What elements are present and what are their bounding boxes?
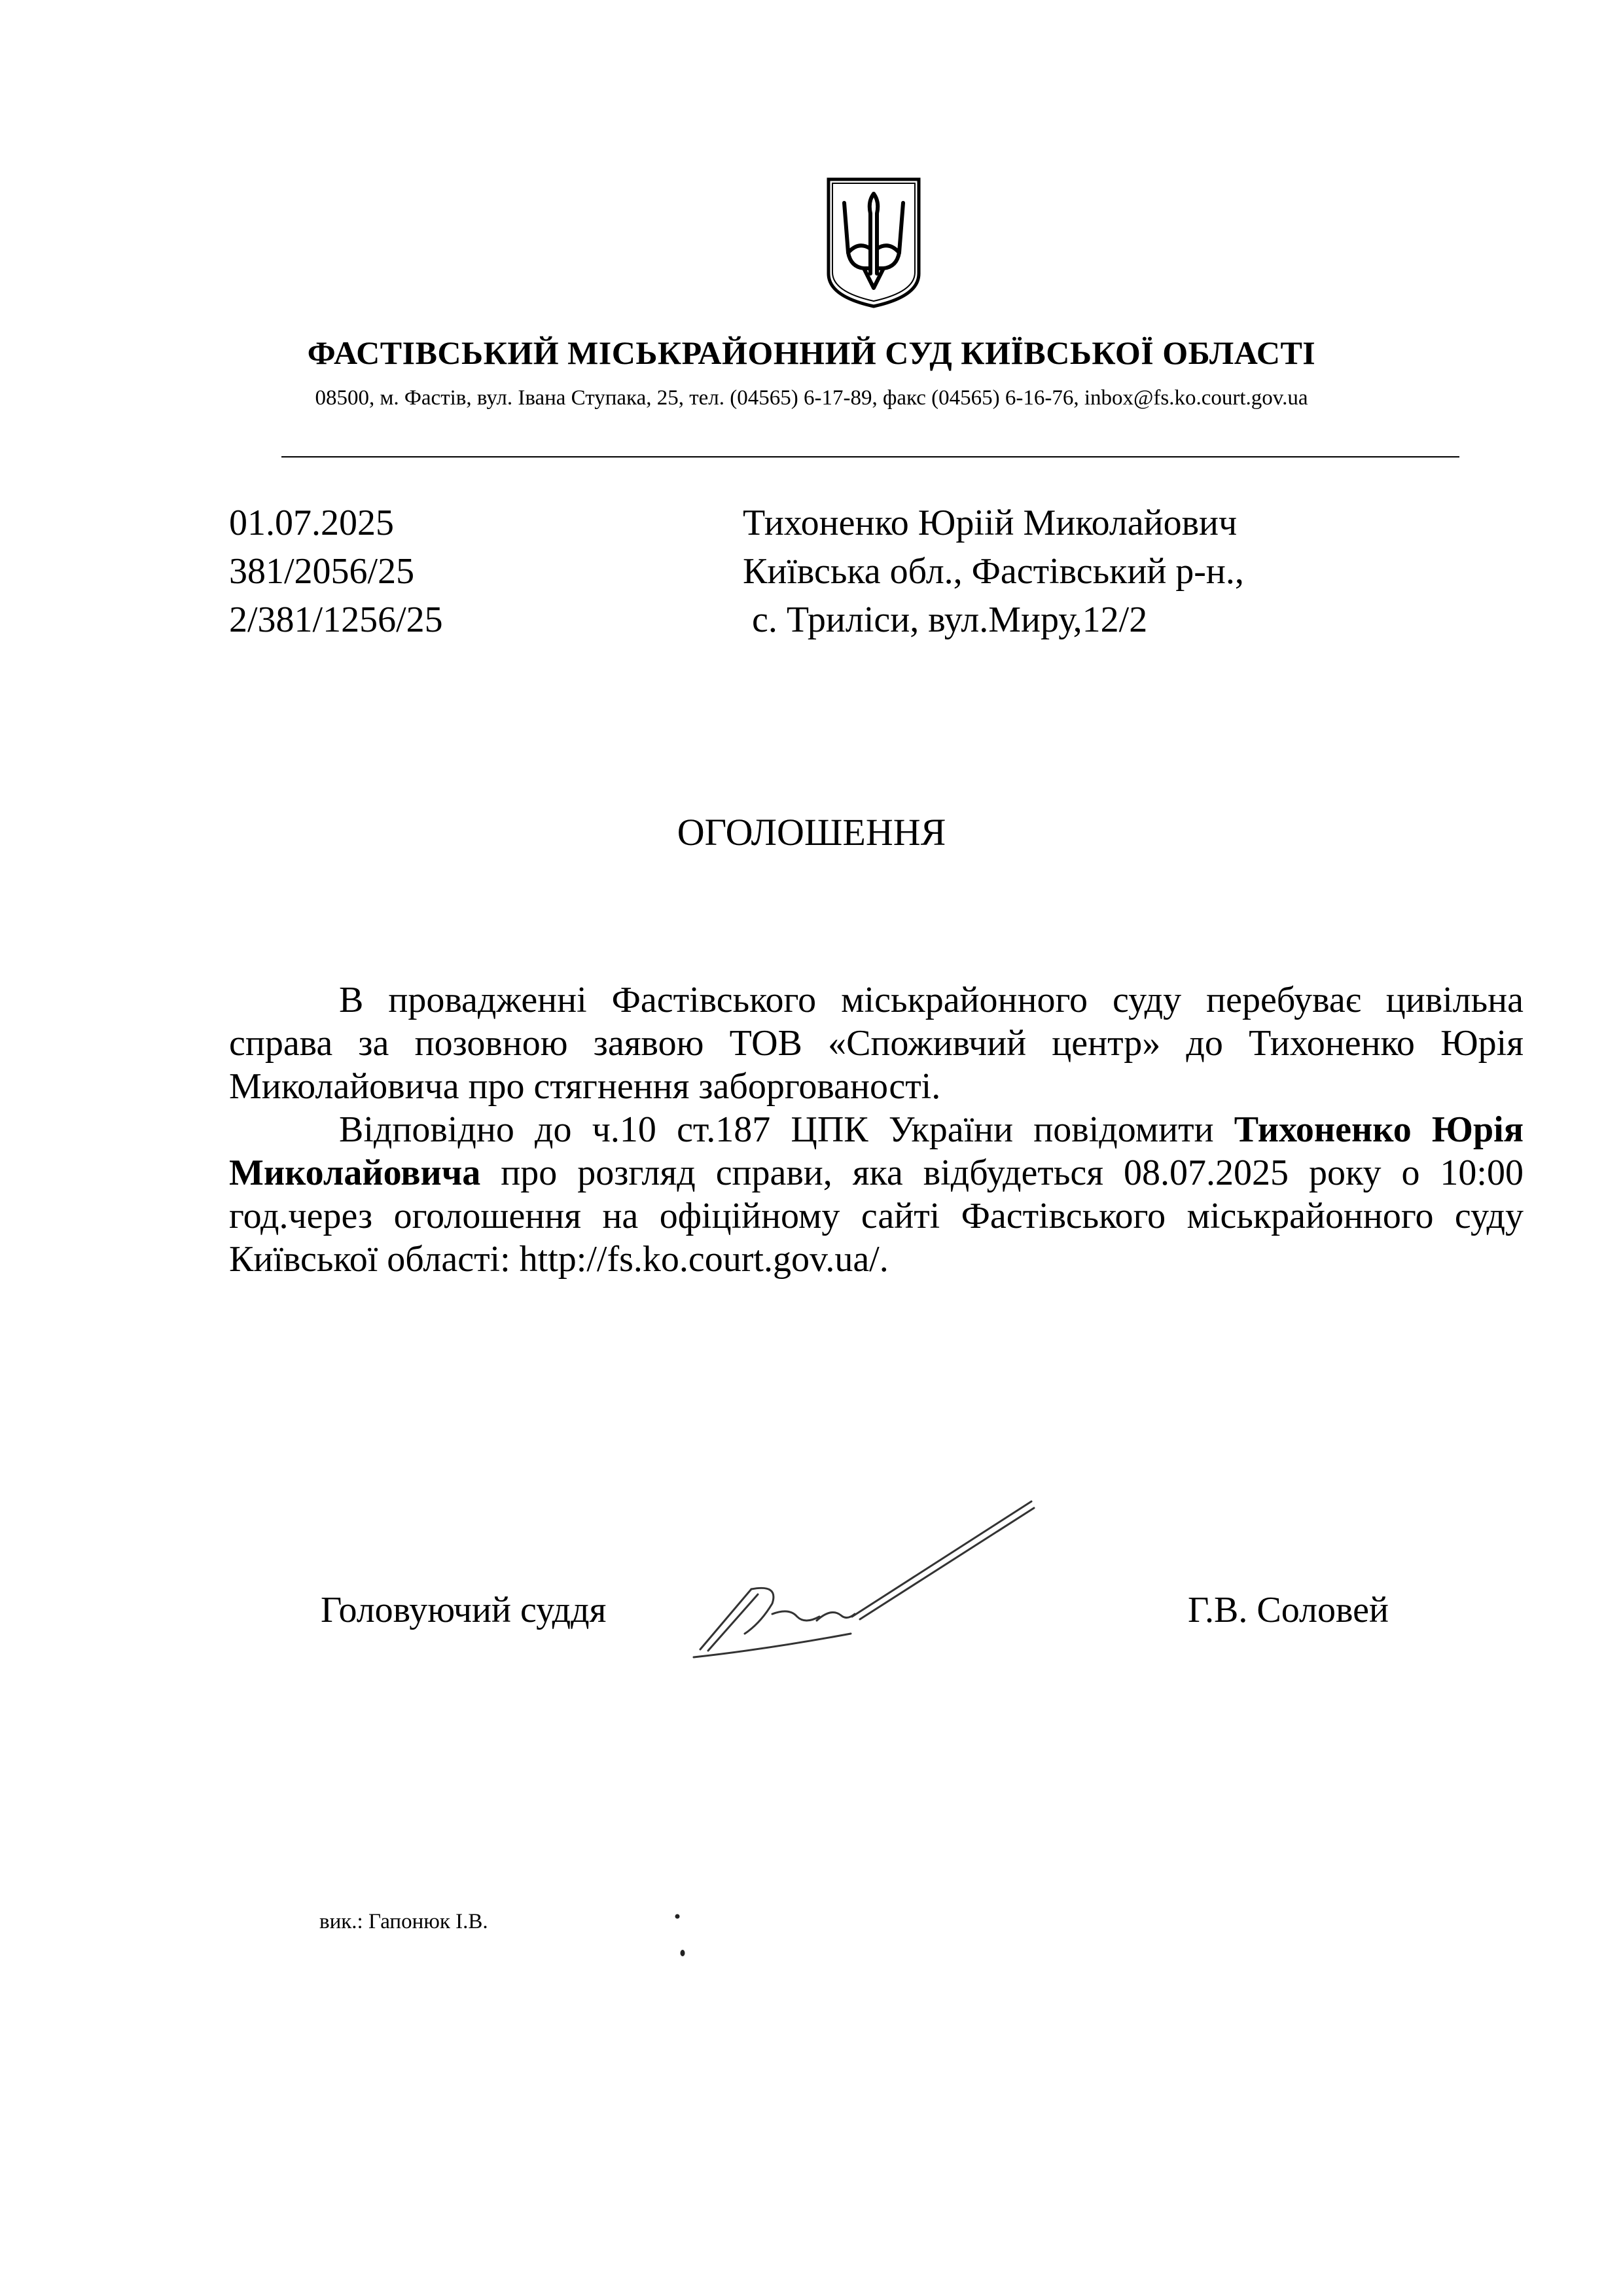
executor-note: вик.: Гапонюк І.В. <box>319 1910 488 1933</box>
paragraph-1: В провадженні Фастівського міськрайонного суду перебуває цивільна справа за позовною заявою ТОВ «Споживчий центр» до Тихоненко Юрія Миколайовича про стягнення заборгованості. <box>229 980 1524 1107</box>
paragraph-2 <box>229 1108 1524 1281</box>
paragraph-2-end: про розгляд справи, яка відбудеться 08.07.2025 року о 10:00 год.через оголошення на офіційному сайті Фастівського міськрайонного суду Київської області: http://fs.ko.court.gov.ua/. <box>229 1153 1524 1280</box>
document-meta <box>229 499 443 644</box>
ukraine-trident-crest-icon <box>825 175 923 310</box>
document-date: 01.07.2025 <box>229 503 394 543</box>
defendant-name-bold: Тихоненко Юрія Миколайовича <box>229 1109 1524 1193</box>
paragraph-2-start: Відповідно до ч.10 ст.187 ЦПК України повідомити <box>339 1109 1234 1150</box>
addressee-region: Київська обл., Фастівський р-н., <box>743 551 1244 592</box>
handwritten-signature-icon <box>674 1486 1041 1669</box>
court-name: ФАСТІВСЬКИЙ МІСЬКРАЙОННИЙ СУД КИЇВСЬКОЇ ОБЛАСТІ <box>307 334 1316 371</box>
addressee-block <box>743 499 1244 644</box>
addressee-city: с. Триліси, вул.Миру,12/2 <box>752 600 1148 640</box>
addressee-name: Тихоненко Юріій Миколайович <box>743 503 1238 543</box>
announcement-body <box>229 978 1524 1281</box>
scan-specks <box>671 1906 690 1965</box>
judge-role: Головуючий суддя <box>321 1590 607 1630</box>
document-title: ОГОЛОШЕННЯ <box>677 811 946 853</box>
judge-name: Г.В. Соловей <box>1188 1590 1389 1630</box>
case-number: 2/381/1256/25 <box>229 600 443 640</box>
header-divider <box>281 456 1459 457</box>
registration-number: 381/2056/25 <box>229 551 415 592</box>
court-contacts: 08500, м. Фастів, вул. Івана Ступака, 25, тел. (04565) 6-17-89, факс (04565) 6-16-76, inbox@fs.ko.court.gov.ua <box>315 386 1308 410</box>
